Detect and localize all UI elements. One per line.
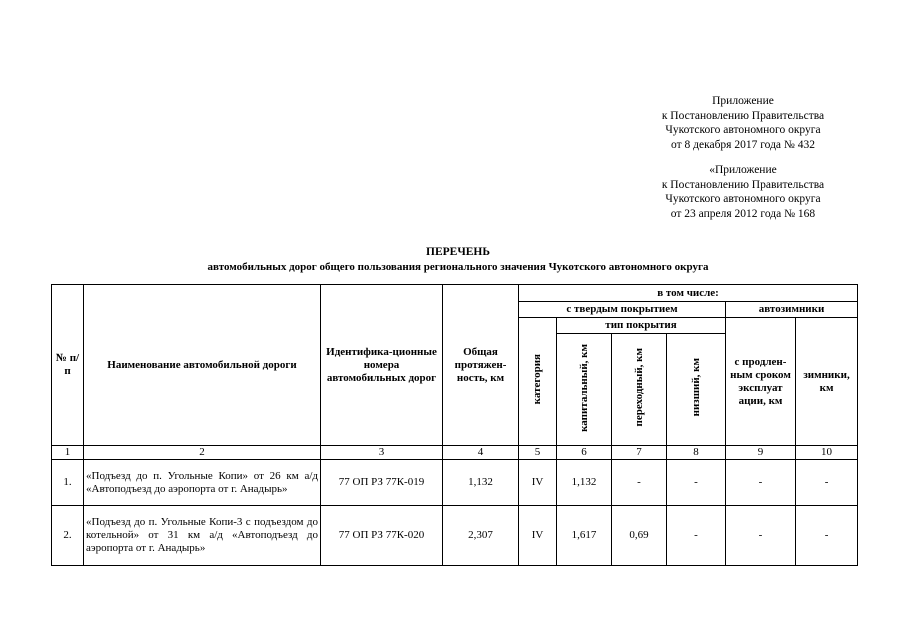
- header-identification-numbers: Идентифика-ционные номера автомобильных дорог: [321, 285, 443, 446]
- header-including: в том числе:: [519, 285, 858, 302]
- header-road-name: Наименование автомобильной дороги: [84, 285, 321, 446]
- header-category-cell: [519, 318, 557, 446]
- column-number: 9: [726, 446, 796, 460]
- lower-km: -: [667, 506, 726, 566]
- roads-table: [51, 284, 858, 566]
- approval-header-line: к Постановлению Правительства: [661, 109, 825, 122]
- extended-term-km: -: [726, 460, 796, 506]
- road-category: IV: [519, 460, 557, 506]
- road-name: «Подъезд до п. Угольные Копи» от 26 км а/д «Автоподъезд до аэропорта от г. Анадырь»: [84, 460, 321, 506]
- table-row: [52, 460, 858, 506]
- header-surface-type: тип покрытия: [557, 318, 726, 334]
- header-lower: низший, км: [689, 358, 702, 417]
- header-category: категория: [531, 354, 543, 405]
- header-total-length: Общая протяжен-ность, км: [443, 285, 519, 446]
- header-transitional-cell: [612, 334, 667, 446]
- document-title: ПЕРЕЧЕНЬ: [426, 246, 490, 258]
- column-number: 1: [52, 446, 84, 460]
- column-number: 10: [796, 446, 858, 460]
- approval-header-current: [630, 94, 856, 152]
- column-number: 8: [667, 446, 726, 460]
- header-capital-cell: [557, 334, 612, 446]
- approval-header-original: [630, 163, 856, 221]
- header-extended-term: с продлен-ным сроком эксплуат ации, км: [726, 318, 796, 446]
- approval-header-line: от 23 апреля 2012 года № 168: [670, 207, 816, 220]
- approval-header-line: от 8 декабря 2017 года № 432: [670, 138, 815, 151]
- column-number: 4: [443, 446, 519, 460]
- road-category: IV: [519, 506, 557, 566]
- transitional-km: -: [612, 460, 667, 506]
- row-num: 2.: [52, 506, 84, 566]
- road-id: 77 ОП РЗ 77К-019: [321, 460, 443, 506]
- header-num: № п/п: [52, 285, 84, 446]
- header-hard-surface: с твердым покрытием: [519, 302, 726, 318]
- column-number: 2: [84, 446, 321, 460]
- column-number: 7: [612, 446, 667, 460]
- approval-header-line: Приложение: [712, 95, 774, 107]
- header-transitional: переходный, км: [632, 348, 645, 427]
- table-row: [52, 506, 858, 566]
- approval-header-line: «Приложение: [709, 164, 777, 176]
- column-number: 5: [519, 446, 557, 460]
- header-winter: зимники, км: [796, 318, 858, 446]
- capital-km: 1,617: [557, 506, 612, 566]
- road-length: 2,307: [443, 506, 519, 566]
- extended-term-km: -: [726, 506, 796, 566]
- header-winter-roads: автозимники: [726, 302, 858, 318]
- road-length: 1,132: [443, 460, 519, 506]
- header-capital: капитальный, км: [577, 343, 590, 432]
- winter-km: -: [796, 506, 858, 566]
- approval-header-line: Чукотского автономного округа: [665, 124, 821, 137]
- road-id: 77 ОП РЗ 77К-020: [321, 506, 443, 566]
- column-number-row: [52, 446, 858, 460]
- winter-km: -: [796, 460, 858, 506]
- road-name: «Подъезд до п. Угольные Копи-3 с подъездом до котельной» от 31 км а/д «Автоподъезд до аэропорта от г. Анадырь»: [84, 506, 321, 566]
- lower-km: -: [667, 460, 726, 506]
- approval-header-line: Чукотского автономного округа: [665, 193, 821, 206]
- approval-header-line: к Постановлению Правительства: [661, 178, 825, 191]
- capital-km: 1,132: [557, 460, 612, 506]
- document-subtitle: автомобильных дорог общего пользования регионального значения Чукотского автономного округа: [207, 261, 709, 273]
- header-lower-cell: [667, 334, 726, 446]
- row-num: 1.: [52, 460, 84, 506]
- column-number: 3: [321, 446, 443, 460]
- transitional-km: 0,69: [612, 506, 667, 566]
- column-number: 6: [557, 446, 612, 460]
